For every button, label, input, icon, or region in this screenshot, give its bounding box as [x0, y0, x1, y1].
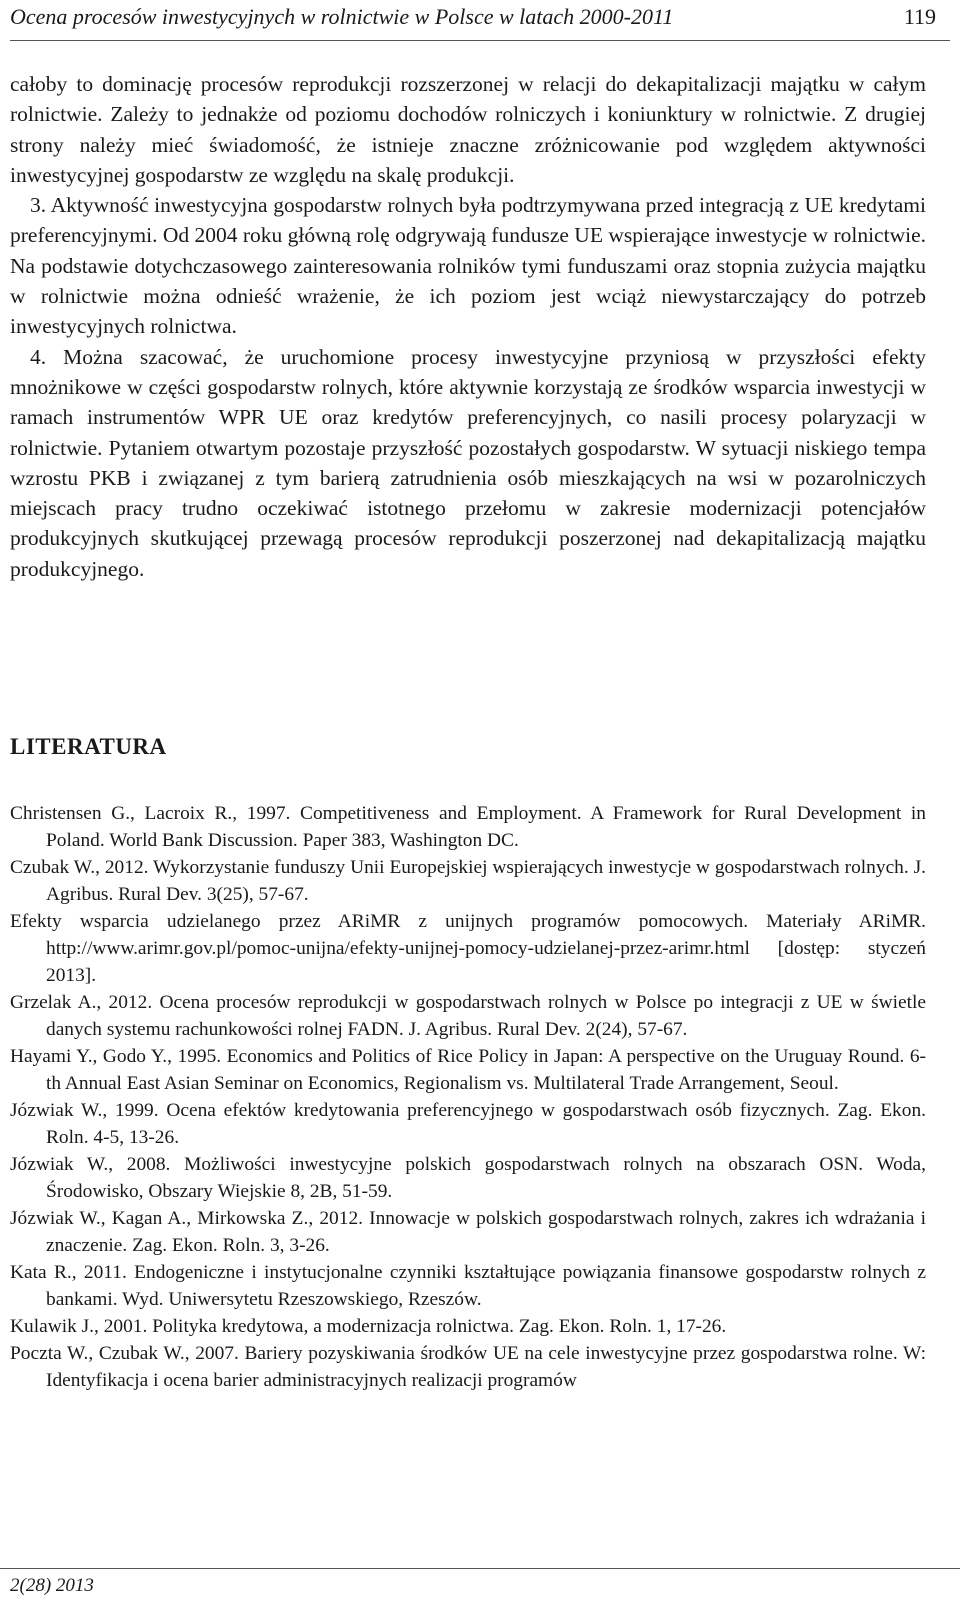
reference-item: Christensen G., Lacroix R., 1997. Competitiveness and Employment. A Framework for Rural Development in Poland. World Bank Discussion. Paper 383, Washington DC.	[10, 803, 926, 851]
reference-item: Józwiak W., 2008. Możliwości inwestycyjne polskich gospodarstwach rolnych na obszarach OSN. Woda, Środowisko, Obszary Wiejskie 8, 2B, 51-59.	[10, 1154, 926, 1202]
literature-heading: LITERATURA	[10, 734, 167, 759]
reference-item: Czubak W., 2012. Wykorzystanie funduszy Unii Europejskiej wspierających inwestycje w gospodarstwach rolnych. J. Agribus. Rural Dev. 3(25), 57-67.	[10, 857, 926, 905]
reference-item: Józwiak W., 1999. Ocena efektów kredytowania preferencyjnego w gospodarstwach osób fizycznych. Zag. Ekon. Roln. 4-5, 13-26.	[10, 1100, 926, 1148]
body-paragraph: całoby to dominację procesów reprodukcji rozszerzonej w relacji do dekapitalizacji majątku w całym rolnictwie. Zależy to jednakże od poziomu dochodów rolniczych i koniunktury w rolnictwie. Z drugiej strony należy mieć świadomość, że istnieje znaczne zróżnicowanie pod względem aktywności inwestycyjnej gospodarstw ze względu na skalę produkcji.	[10, 72, 926, 187]
reference-item: Hayami Y., Godo Y., 1995. Economics and Politics of Rice Policy in Japan: A perspective on the Uruguay Round. 6-th Annual East Asian Seminar on Economics, Regionalism vs. Multilateral Trade Arrangement, Seoul.	[10, 1046, 926, 1094]
reference-item: Kulawik J., 2001. Polityka kredytowa, a modernizacja rolnictwa. Zag. Ekon. Roln. 1, 17-26.	[10, 1316, 727, 1337]
body-paragraph: 4. Można szacować, że uruchomione procesy inwestycyjne przyniosą w przyszłości efekty mnożnikowe w części gospodarstw rolnych, które aktywnie korzystają ze środków wsparcia inwestycji w ramach instrumentów WPR UE oraz kredytów preferencyjnych, co nasili procesy polaryzacji w rolnictwie. Pytaniem otwartym pozostaje przyszłość pozostałych gospodarstw. W sytuacji niskiego tempa wzrostu PKB i związanej z tym barierą zatrudnienia osób mieszkających na wsi w pozarolniczych miejscach pracy trudno oczekiwać istotnego przełomu w zakresie modernizacji potencjałów produkcyjnych skutkującej przewagą procesów reprodukcji poszerzonej nad dekapitalizacją majątku produkcyjnego.	[10, 344, 926, 581]
reference-item: Poczta W., Czubak W., 2007. Bariery pozyskiwania środków UE na cele inwestycyjne przez gospodarstwa rolne. W: Identyfikacja i ocena barier administracyjnych realizacji programów	[10, 1343, 926, 1391]
reference-item: Grzelak A., 2012. Ocena procesów reprodukcji w gospodarstwach rolnych w Polsce po integracji z UE w świetle danych systemu rachunkowości rolnej FADN. J. Agribus. Rural Dev. 2(24), 57-67.	[10, 992, 926, 1040]
journal-issue: 2(28) 2013	[10, 1575, 94, 1596]
reference-item: Kata R., 2011. Endogeniczne i instytucjonalne czynniki kształtujące powiązania finansowe gospodarstw rolnych z bankami. Wyd. Uniwersytetu Rzeszowskiego, Rzeszów.	[10, 1262, 926, 1310]
reference-list	[10, 800, 926, 1394]
page-number: 119	[903, 4, 936, 29]
reference-item: Efekty wsparcia udzielanego przez ARiMR z unijnych programów pomocowych. Materiały ARiMR. http://www.arimr.gov.pl/pomoc-unijna/efekty-unijnej-pomocy-udzielanej-przez-arimr.html [dostęp: styczeń 2013].	[10, 911, 926, 986]
page-footer	[0, 1568, 960, 1615]
body-text	[10, 69, 926, 584]
running-header	[10, 0, 950, 41]
running-title: Ocena procesów inwestycyjnych w rolnictwie w Polsce w latach 2000-2011	[10, 4, 674, 29]
reference-item: Józwiak W., Kagan A., Mirkowska Z., 2012. Innowacje w polskich gospodarstwach rolnych, zakres ich wdrażania i znaczenie. Zag. Ekon. Roln. 3, 3-26.	[10, 1208, 926, 1256]
body-paragraph: 3. Aktywność inwestycyjna gospodarstw rolnych była podtrzymywana przed integracją z UE kredytami preferencyjnymi. Od 2004 roku główną rolę odgrywają fundusze UE wspierające inwestycje w rolnictwie. Na podstawie dotychczasowego zainteresowania rolników tymi funduszami oraz stopnia zużycia majątku w rolnictwie można odnieść wrażenie, że ich poziom jest wciąż niewystarczający do potrzeb inwestycyjnych rolnictwa.	[10, 193, 926, 339]
